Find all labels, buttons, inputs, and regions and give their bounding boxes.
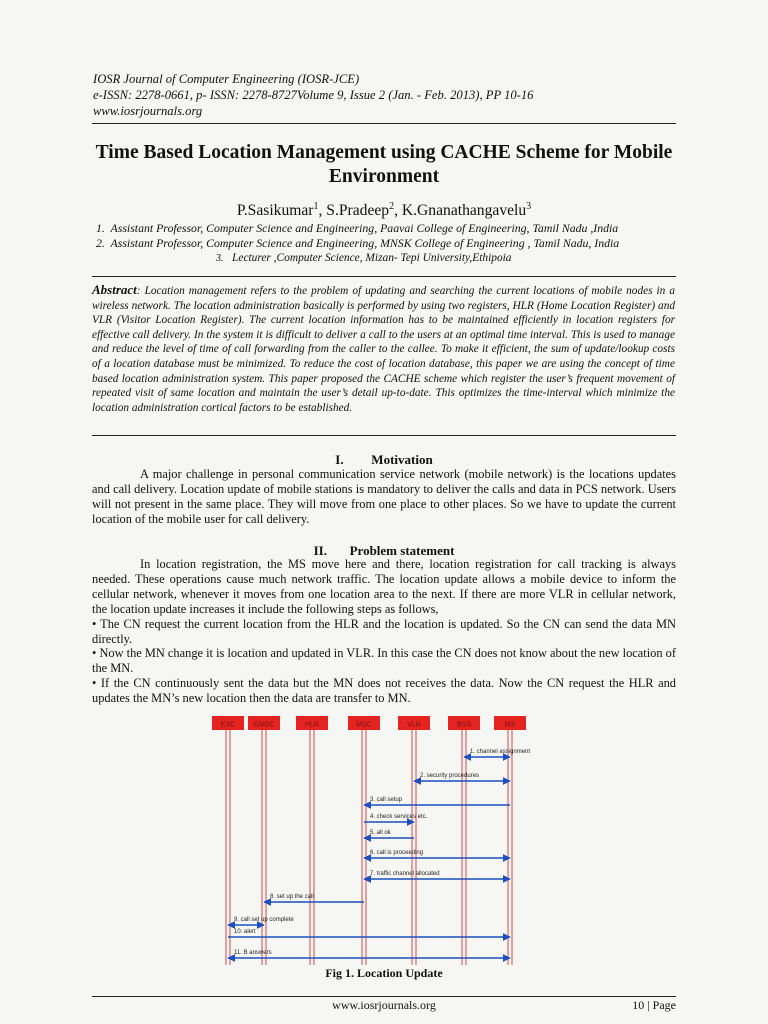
abstract-text: : Location management refers to the problem of updating and searching the current locations of mobile nodes in a wireless network. The location administration basically is performed by using two registers, HLR (Home Location Register) and VLR (Visitor Location Register). The current location information has to be maintained efficiently in location registers for effective call delivery. In the system it is difficult to deliver a call to the users at an optimal time interval. This is used to manage and reduce the level of time of call forwarding from the caller to the callee. To make it efficient, the sum of update/lookup costs of a location database must be minimized. To reduce the cost of location database, this paper we are using the concept of time based location administration system. This paper proposed the CACHE scheme which register the user’s frequent movement of repeated visit of same location and maintain the user’s detail up-to-date. This optimizes the time-interval which minimize the location administration cortical factors to be established. [92,285,675,414]
affiliation-2-num: 2. [96,236,105,250]
affiliation-1 [92,221,680,236]
message-label-9: 9. call set up complete [234,917,294,923]
affiliation-1-text: Assistant Professor, Computer Science and Engineering, Paavai College of Engineering, Tamil Nadu ,India [110,221,619,235]
problem-bullet-1: • The CN request the current location from the HLR and the location is updated. So the CN can send the data MN directly. [92,616,676,646]
author-2-mark: 2 [389,201,395,212]
author-3-mark: 3 [526,201,532,212]
location-update-sequence-diagram [205,713,563,965]
message-label-6: 6. call is proceeding [370,850,424,856]
journal-issn: e-ISSN: 2278-0661, p- ISSN: 2278-8727Volume 9, Issue 2 (Jan. - Feb. 2013), PP 10-16 [93,88,534,102]
affiliation-3-num: 3. [216,253,224,264]
node-label-ms: MS [504,721,516,729]
section-1-number: I. [335,452,344,467]
message-label-1: 1. channel assignment [470,749,531,755]
section-2-title: Problem statement [349,543,455,558]
footer-rule [92,996,676,997]
problem-intro: In location registration, the MS move here and there, location registration for call tracking is always needed. These operations cause much network traffic. The location update allows a mobile device to inform the cellular network, whenever it moves from one location area to the next. If there are more VLR in cellular network, the location update increases it include the following steps as follows, [92,557,676,616]
message-label-10: 10. alert [234,929,256,935]
section-heading-motivation [92,452,676,468]
paper-title: Time Based Location Management using CACHE Scheme for Mobile Environment [95,142,673,187]
node-label-msc: MSC [356,721,372,729]
affiliation-2 [92,236,680,251]
problem-paragraph [92,557,676,706]
problem-bullet-2: • Now the MN change it is location and updated in VLR. In this case the CN does not know about the new location of the MN. [92,646,676,676]
node-label-vlr: VLR [407,721,421,729]
motivation-text: A major challenge in personal communication service network (mobile network) is the locations updates and call delivery. Location update of mobile stations is mandatory to deliver the calls and data in PCS network. Users will not present in the same place. They will move from one place to other places. So we have to update the current location of the mobile user for call delivery. [92,467,676,526]
page-number: 10 | Page [632,998,676,1012]
affiliation-2-text: Assistant Professor, Computer Science and Engineering, MNSK College of Engineering , Tamil Nadu, India [110,236,620,250]
section-1-title: Motivation [371,452,433,467]
footer-url: www.iosrjournals.org [332,998,436,1012]
node-label-exc: EXC [220,721,236,729]
message-label-2: 2. security procedures [420,773,480,779]
message-label-11: 11. B answers [234,950,272,956]
motivation-paragraph [92,467,676,527]
abstract-top-rule [92,276,676,277]
node-label-bss: BSS [456,721,472,729]
author-3: , K.Gnanathangavelu [394,202,527,220]
abstract-label: Abstract [92,282,137,297]
abstract [92,283,675,415]
journal-header [93,71,533,119]
affiliation-1-num: 1. [96,221,105,235]
problem-bullet-3: • If the CN continuously sent the data but the MN does not receives the data. Now the CN request the HLR and updates the MN’s new location then the data are transfer to MN. [92,676,676,706]
authors-line [92,201,676,220]
section-2-number: II. [313,543,327,558]
message-label-5: 5. all ok [370,830,391,836]
author-2: , S.Pradeep [318,202,390,220]
affiliation-3 [92,251,768,266]
author-1: P.Sasikumar [236,202,314,220]
node-label-hlr: HLR [304,721,320,729]
message-label-8: 8. set up the call [270,894,314,900]
journal-website: www.iosrjournals.org [93,104,203,118]
message-label-3: 3. call setup [370,797,403,803]
author-1-mark: 1 [313,201,319,212]
affiliation-3-text: Lecturer ,Computer Science, Mizan- Tepi University,Ethipoia [232,252,512,264]
message-label-4: 4. check services etc. [370,814,428,820]
figure-caption: Fig 1. Location Update [325,966,443,980]
abstract-bottom-rule [92,435,676,436]
message-label-7: 7. traffic channel allocated [370,871,440,877]
header-rule [92,123,676,124]
journal-name: IOSR Journal of Computer Engineering (IOSR-JCE) [93,72,360,86]
node-label-gmsc: GMSC [253,721,275,729]
